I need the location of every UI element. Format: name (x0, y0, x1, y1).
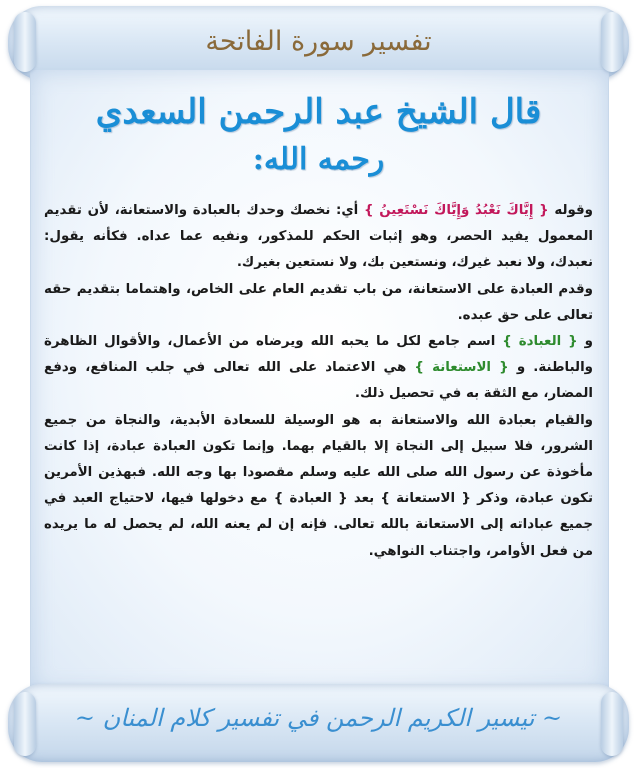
sheikh-attribution: قال الشيخ عبد الرحمن السعدي (95, 92, 542, 132)
paragraph-2: وقدم العبادة على الاستعانة، من باب تقديم العام على الخاص، واهتماما بتقديم حقه تعالى على حق عبده. (44, 281, 593, 323)
verse-quote: { إِيَّاكَ نَعْبُدُ وَإِيَّاكَ نَسْتَعِينُ } (363, 203, 549, 218)
paragraph-3-rest: هي الاعتماد على الله تعالى في جلب المنافع، ودفع المضار، مع الثقة به في تحصيل ذلك. (44, 360, 593, 402)
page-title: تفسير سورة الفاتحة (205, 26, 432, 57)
term-seeking-help: { الاستعانة } (414, 360, 509, 376)
paragraph-3-mid: اسم جامع لكل ما يحبه الله ويرضاه من الأعمال، والأقوال الظاهرة والباطنة. و (44, 334, 593, 376)
paragraph-1-rest: أي: نخصك وحدك بالعبادة والاستعانة، لأن تقديم المعمول يفيد الحصر، وهو إثبات الحكم للمذكور، ونفيه عما عداه. فكأنه يقول: نعبدك، ولا نعبد غيرك، ونستعين بك، ولا نستعين بغيرك. (44, 203, 593, 271)
paragraph-3-lead: و (577, 334, 593, 350)
book-source: ~ تيسير الكريم الرحمن في تفسير كلام المنان ~ (74, 704, 563, 732)
paragraph-3 (44, 329, 593, 408)
paragraph-1 (44, 198, 593, 277)
sheikh-blessing: رحمه الله: (252, 142, 385, 177)
tafsir-text (44, 198, 593, 565)
paragraph-4: والقيام بعبادة الله والاستعانة به هو الوسيلة للسعادة الأبدية، والنجاة من جميع الشرور، فلا سبيل إلى النجاة إلا بالقيام بهما. وإنما تكون العبادة عبادة، إذا كانت مأخوذة عن رسول الله صلى الله عليه وسلم مقصودا بها وجه الله. فبهذين الأمرين تكون عبادة، وذكر { الاستعانة } بعد { العبادة } مع دخولها فيها، لاحتياج العبد في جميع عباداته إلى الاستعانة بالله تعالى. فإنه إن لم يعنه الله، لم يحصل له ما يريده من فعل الأوامر، واجتناب النواهي. (44, 412, 593, 559)
paragraph-1-lead: وقوله (548, 203, 593, 218)
term-worship: { العبادة } (502, 334, 578, 350)
